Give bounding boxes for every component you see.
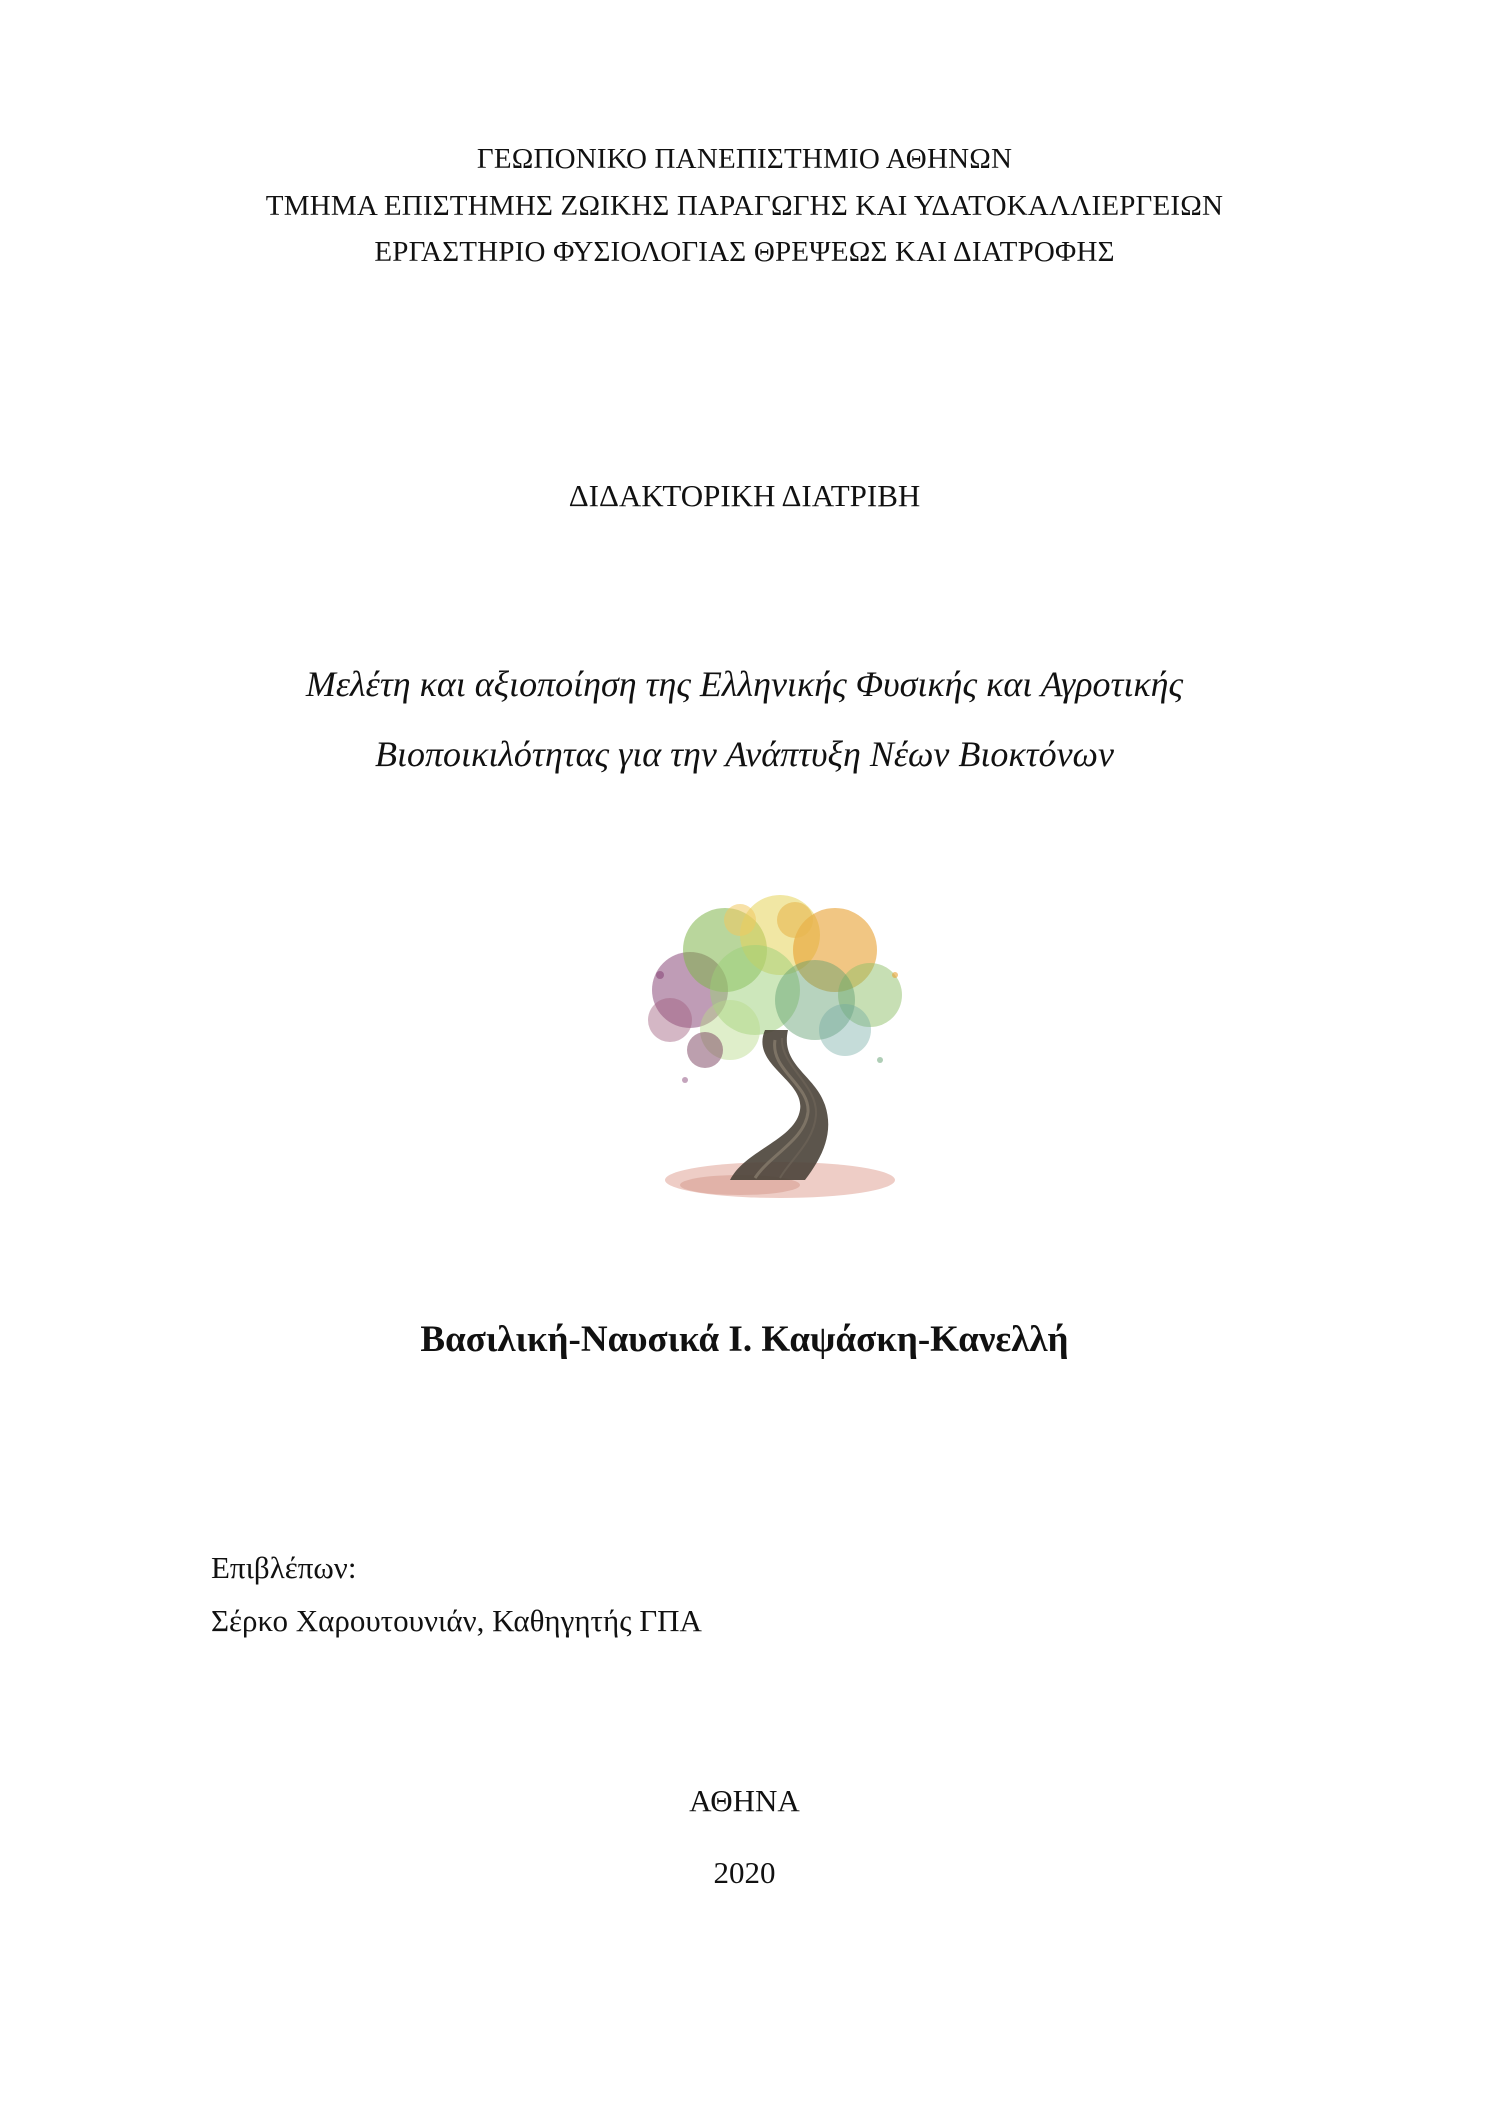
supervisor-name: Σέρκο Χαρουτουνιάν, Καθηγητής ΓΠΑ (211, 1603, 702, 1638)
department-name: ΤΜΗΜΑ ΕΠΙΣΤΗΜΗΣ ΖΩΙΚΗΣ ΠΑΡΑΓΩΓΗΣ ΚΑΙ ΥΔΑΤΟΚΑΛΛΙΕΡΓΕΙΩΝ (265, 190, 1224, 222)
city: ΑΘΗΝΑ (689, 1783, 800, 1818)
thesis-title-line-1: Μελέτη και αξιοποίηση της Ελληνικής Φυσικής και Αγροτικής (305, 664, 1184, 704)
author-name: Βασιλική-Ναυσικά Ι. Καψάσκη-Κανελλή (420, 1319, 1069, 1360)
thesis-title-line-2: Βιοποικιλότητας για την Ανάπτυξη Νέων Βιοκτόνων (375, 734, 1114, 774)
university-name: ΓΕΩΠΟΝΙΚΟ ΠΑΝΕΠΙΣΤΗΜΙΟ ΑΘΗΝΩΝ (476, 143, 1013, 175)
laboratory-name: ΕΡΓΑΣΤΗΡΙΟ ΦΥΣΙΟΛΟΓΙΑΣ ΘΡΕΨΕΩΣ ΚΑΙ ΔΙΑΤΡΟΦΗΣ (374, 236, 1115, 268)
supervisor-label: Επιβλέπων: (211, 1550, 357, 1585)
document-type: ΔΙΔΑΚΤΟΡΙΚΗ ΔΙΑΤΡΙΒΗ (568, 478, 921, 513)
watercolor-tree-icon (630, 880, 930, 1220)
year: 2020 (713, 1855, 776, 1890)
